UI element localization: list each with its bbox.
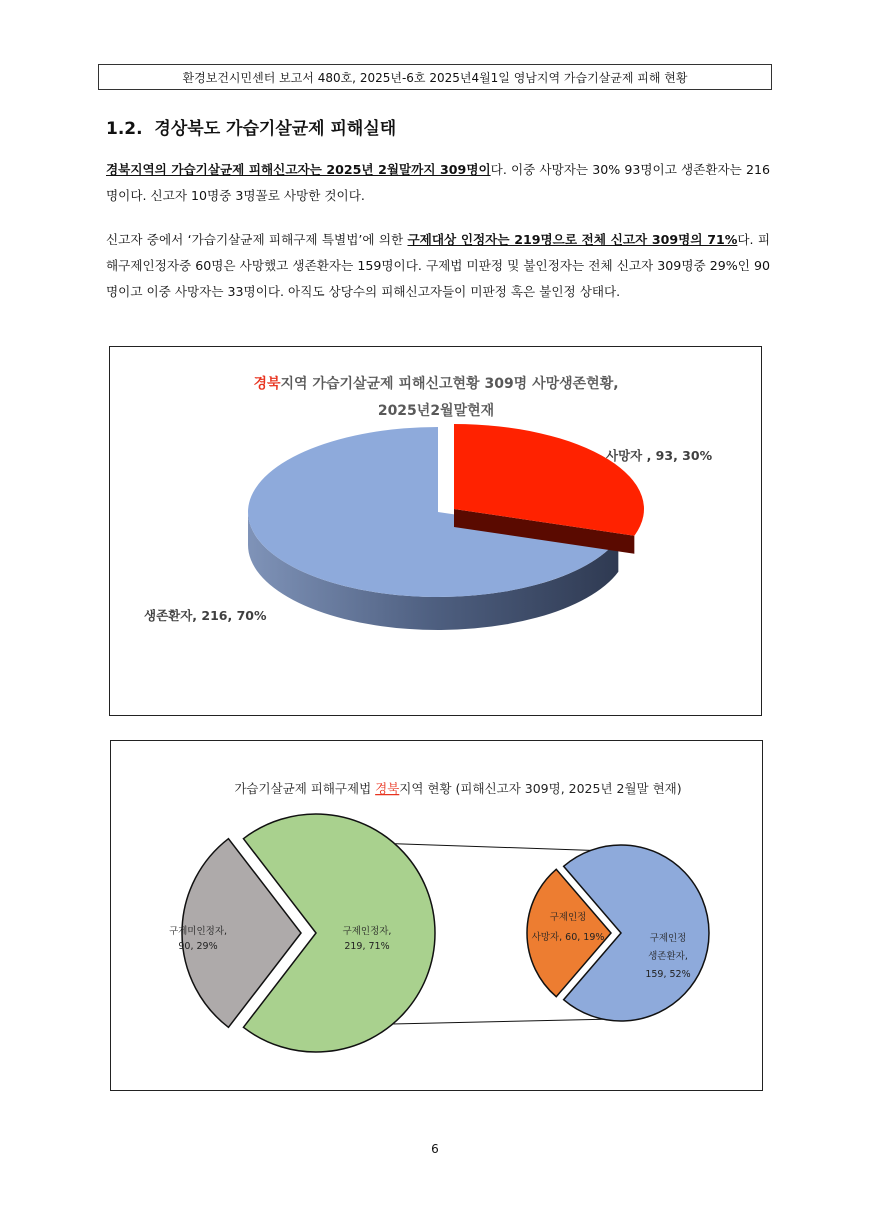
chart2-label-survivors-2: 생존환자, — [648, 951, 688, 962]
chart2-label-survivors-3: 159, 52% — [645, 969, 691, 980]
page-number: 6 — [431, 1142, 439, 1156]
survival-pie-chart — [109, 346, 762, 716]
chart2-label-deceased-1: 구제인정 — [549, 912, 587, 923]
report-header-text: 환경보건시민센터 보고서 480호, 2025년-6호 2025년4월1일 영남지역 가습기살균제 피해 현황 — [182, 70, 688, 85]
paragraph-2 — [106, 227, 770, 305]
section-title — [106, 114, 396, 139]
section-number: 1.2. — [106, 119, 143, 139]
chart1-title-rest: 지역 가습기살균제 피해신고현황 309명 사망생존현황, — [280, 376, 619, 392]
chart1-title-highlight: 경북 — [253, 376, 281, 392]
report-header — [98, 64, 772, 90]
paragraph-1-text: 다. 이중 사망자는 30% 93명이고 생존환자는 216명이다. 신고자 10명중 3명꼴로 사망한 것이다. — [106, 162, 771, 203]
paragraph-1-emphasis: 경북지역의 가습기살균제 피해신고자는 2025년 2월말까지 309명이 — [106, 162, 491, 177]
chart2-label-recognized-2: 219, 71% — [344, 941, 390, 952]
chart2-title-prefix: 가습기살균제 피해구제법 — [234, 781, 376, 796]
chart2-title — [234, 781, 681, 796]
paragraph-2-lead: 신고자 중에서 ‘가습기살균제 피해구제 특별법’에 의한 — [106, 232, 408, 247]
chart2-pie-group — [182, 814, 709, 1052]
chart2-label-survivors-1: 구제인정 — [649, 933, 687, 944]
chart1-label-survivors: 생존환자, 216, 70% — [144, 608, 267, 623]
relief-pie-of-pie-chart — [110, 740, 763, 1091]
paragraph-1 — [106, 157, 770, 209]
relief-pie-svg — [111, 741, 762, 1090]
survival-pie-svg — [110, 347, 761, 715]
chart1-label-deceased: 사망자 , 93, 30% — [606, 448, 713, 463]
chart2-title-suffix: 지역 현황 (피해신고자 309명, 2025년 2월말 현재) — [399, 781, 682, 796]
chart2-label-unrecognized-2: 90, 29% — [178, 941, 218, 952]
paragraph-2-text: 다. 피해구제인정자중 60명은 사망했고 생존환자는 159명이다. 구제법 미판정 및 불인정자는 전체 신고자 309명중 29%인 90명이고 이중 사망자는 33명이다. 아직도 상당수의 피해신고자들이 미판정 혹은 불인정 상태다. — [106, 232, 770, 299]
chart1-title-line2: 2025년2월말현재 — [377, 403, 495, 419]
chart2-label-deceased-2: 사망자, 60, 19% — [531, 932, 605, 943]
section-title-text: 경상북도 가습기살균제 피해실태 — [154, 119, 397, 139]
paragraph-2-emphasis: 구제대상 인정자는 219명으로 전체 신고자 309명의 71% — [407, 232, 738, 247]
chart1-pie-group — [248, 424, 644, 630]
chart2-title-highlight: 경북 — [375, 781, 400, 796]
chart1-title-line1 — [253, 375, 618, 392]
chart2-label-unrecognized-1: 구제미인정자, — [168, 926, 228, 937]
chart2-label-recognized-1: 구제인정자, — [342, 926, 392, 937]
